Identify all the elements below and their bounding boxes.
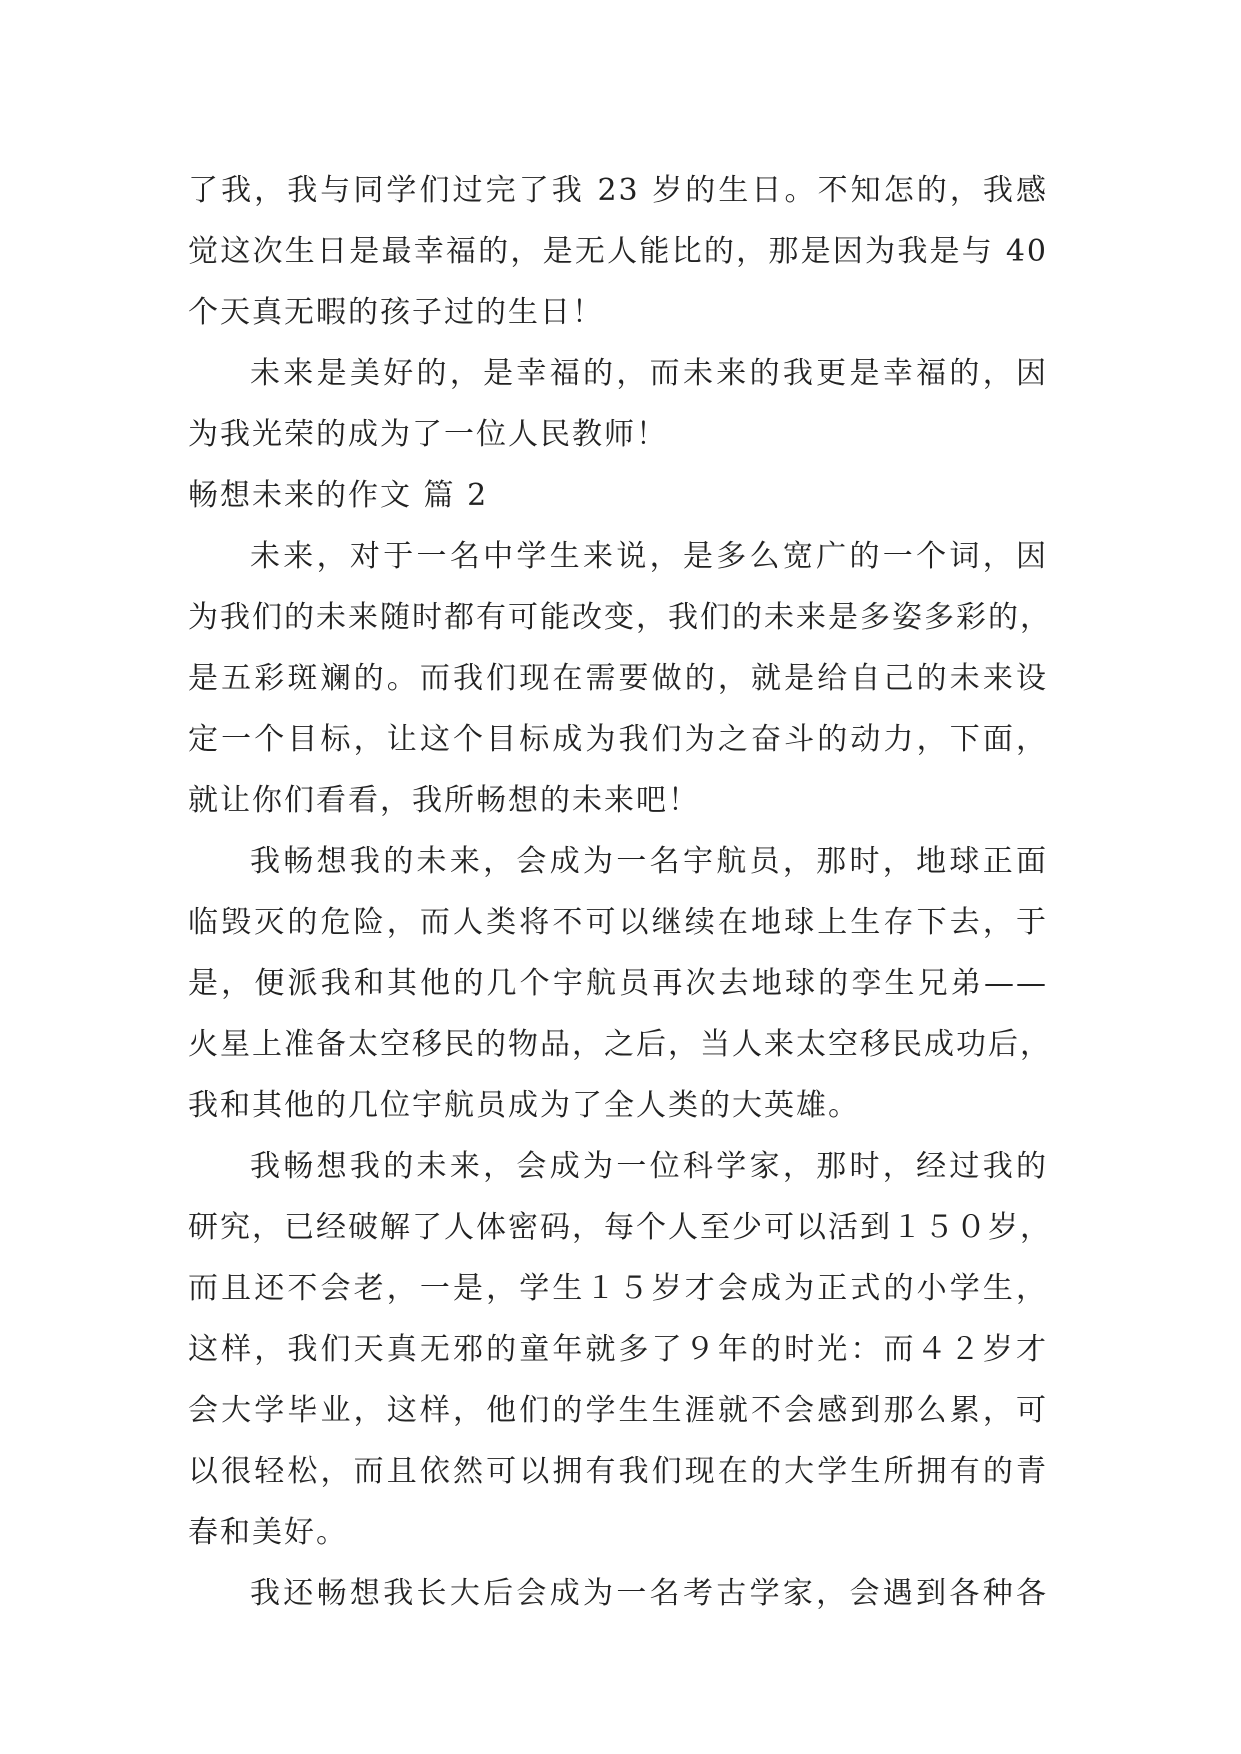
text-line: 火星上准备太空移民的物品，之后，当人来太空移民成功后，	[188, 1027, 1052, 1062]
text-line: 就让你们看看，我所畅想的未来吧！	[188, 783, 700, 818]
text-line: 未来是美好的，是幸福的，而未来的我更是幸福的，因	[250, 356, 1048, 391]
document-body	[188, 160, 1052, 1624]
text-line: 会大学毕业，这样，他们的学生生涯就不会感到那么累，可	[188, 1393, 1048, 1428]
paragraph-intro	[188, 526, 1052, 831]
paragraph-future-teacher	[188, 343, 1048, 465]
text-line: 是五彩斑斓的。而我们现在需要做的，就是给自己的未来设	[188, 661, 1048, 696]
text-line: 我畅想我的未来，会成为一位科学家，那时，经过我的	[250, 1149, 1048, 1184]
text-line: 未来，对于一名中学生来说，是多么宽广的一个词，因	[250, 539, 1048, 574]
text-line: 我还畅想我长大后会成为一名考古学家，会遇到各种各	[250, 1576, 1048, 1611]
paragraph-astronaut	[188, 831, 1052, 1136]
text-line: 而且还不会老，一是，学生１５岁才会成为正式的小学生，	[188, 1271, 1048, 1306]
paragraph-birthday	[188, 160, 1048, 343]
text-line: 春和美好。	[188, 1515, 348, 1550]
text-line: 是，便派我和其他的几个宇航员再次去地球的孪生兄弟——	[188, 966, 1048, 1001]
text-line: 为我光荣的成为了一位人民教师！	[188, 417, 668, 452]
text-line: 我畅想我的未来，会成为一名宇航员，那时，地球正面	[250, 844, 1048, 879]
text-line: 为我们的未来随时都有可能改变，我们的未来是多姿多彩的，	[188, 600, 1052, 635]
text-line: 觉这次生日是最幸福的，是无人能比的，那是因为我是与 40	[188, 234, 1048, 269]
paragraph-scientist	[188, 1136, 1052, 1563]
text-line: 了我，我与同学们过完了我 23 岁的生日。不知怎的，我感	[188, 173, 1048, 208]
section-heading: 畅想未来的作文 篇 2	[188, 478, 489, 513]
text-line: 这样，我们天真无邪的童年就多了９年的时光：而４２岁才	[188, 1332, 1048, 1367]
text-line: 我和其他的几位宇航员成为了全人类的大英雄。	[188, 1088, 860, 1123]
text-line: 临毁灭的危险，而人类将不可以继续在地球上生存下去，于	[188, 905, 1048, 940]
text-line: 定一个目标，让这个目标成为我们为之奋斗的动力，下面，	[188, 722, 1048, 757]
text-line: 个天真无暇的孩子过的生日！	[188, 295, 604, 330]
text-line: 以很轻松，而且依然可以拥有我们现在的大学生所拥有的青	[188, 1454, 1048, 1489]
text-line: 研究，已经破解了人体密码，每个人至少可以活到１５０岁，	[188, 1210, 1052, 1245]
paragraph-archaeologist	[188, 1563, 1048, 1624]
